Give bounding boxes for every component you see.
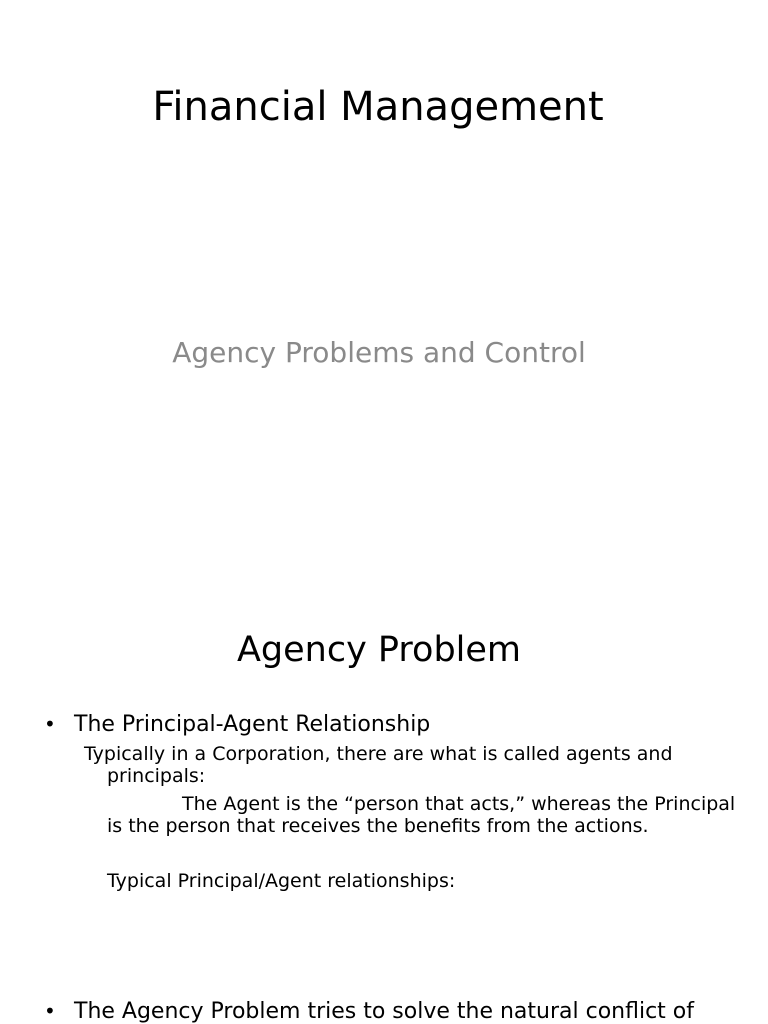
agent-definition [84,793,734,837]
bullet-icon: • [44,999,56,1023]
typical-relationships [84,870,734,892]
bullet-icon: • [44,712,56,736]
slide-2-title: Agency Problem [236,630,522,670]
body-line: principals: [107,765,206,787]
slide-2 [0,560,768,1024]
body-line: Typical Principal/Agent relationships: [107,870,456,892]
bullet-principal-agent [44,710,744,739]
slide-1-title: Financial Management [152,84,604,130]
bullet-agency-problem [44,997,744,1024]
bullet-text: The Principal-Agent Relationship [74,712,431,737]
body-line: The Agent is the “person that acts,” whereas the Principal [182,793,736,815]
body-line: is the person that receives the benefits from the actions. [107,815,649,837]
body-line: Typically in a Corporation, there are what is called agents and [84,743,673,765]
principal-agent-description [84,743,734,787]
bullet-text: The Agency Problem tries to solve the natural conflict of [74,999,694,1024]
slide-1-subtitle: Agency Problems and Control [172,336,586,369]
